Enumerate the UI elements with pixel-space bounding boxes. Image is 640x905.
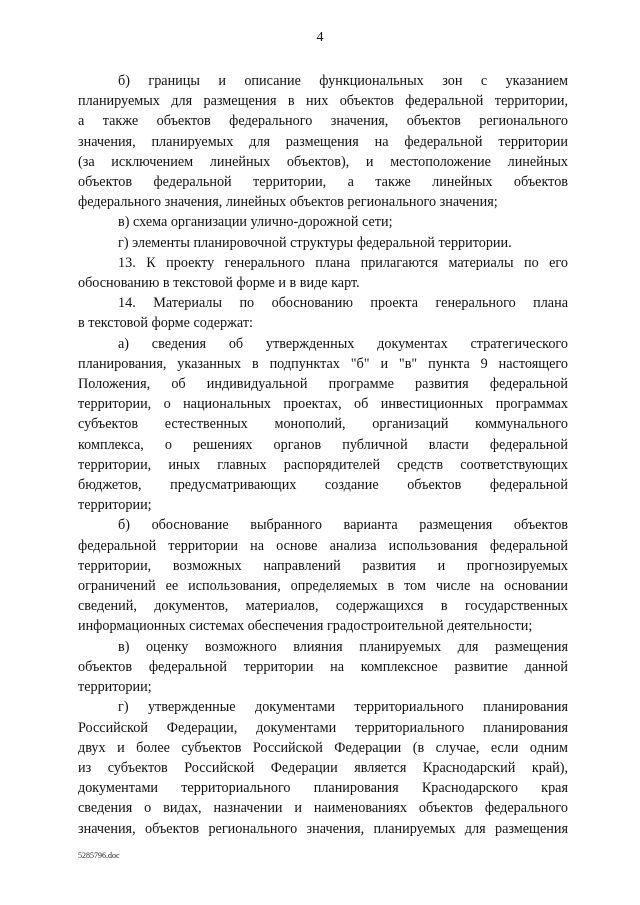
paragraph-line: бюджетов, предусматривающих создание объектов федеральной xyxy=(78,477,568,494)
paragraph-line: б) обоснование выбранного варианта размещения объектов xyxy=(118,517,568,534)
paragraph xyxy=(78,253,568,293)
paragraph-line: 13. К проекту генерального плана прилагаются материалы по его xyxy=(118,254,568,271)
paragraph-line: а) сведения об утвержденных документах стратегического xyxy=(118,335,568,352)
paragraph-line: комплекса, о решениях органов публичной власти федеральной xyxy=(78,436,568,453)
paragraph-line: федеральной территории на основе анализа использования федеральной xyxy=(78,537,568,554)
paragraph xyxy=(78,334,568,516)
paragraph xyxy=(78,697,568,838)
paragraph-line: территории, о национальных проектах, об инвестиционных программах xyxy=(78,396,568,413)
paragraph-line: территории, иных главных распорядителей средств соответствующих xyxy=(78,456,568,473)
paragraph-line: в) оценку возможного влияния планируемых для размещения xyxy=(118,638,568,655)
paragraph-line: документами территориального планирования Краснодарского края xyxy=(78,780,568,797)
paragraph-line: Российской Федерации, документами территориального планирования xyxy=(78,719,568,736)
page-number: 4 xyxy=(316,30,324,45)
paragraph-line: планируемых для размещения в них объектов федеральной территории, xyxy=(78,93,568,110)
paragraph-line: сведений, документов, материалов, содержащихся в государственных xyxy=(78,598,568,615)
paragraph-line: в) схема организации улично-дорожной сети; xyxy=(118,214,393,231)
paragraph-line: Положения, об индивидуальной программе развития федеральной xyxy=(78,376,568,393)
paragraph-line: а также объектов федерального значения, объектов регионального xyxy=(78,113,568,130)
paragraph xyxy=(78,293,568,333)
document-body xyxy=(78,71,568,839)
paragraph-line: сведения о видах, назначении и наименованиях объектов федерального xyxy=(78,800,568,817)
paragraph-line: планирования, указанных в подпунктах "б" и "в" пункта 9 настоящего xyxy=(78,355,568,372)
paragraph-line: федерального значения, линейных объектов регионального значения; xyxy=(78,194,498,211)
paragraph-line: г) элементы планировочной структуры федеральной территории. xyxy=(118,234,512,251)
paragraph-line: 14. Материалы по обоснованию проекта генерального плана xyxy=(118,295,568,312)
paragraph-line: значения, планируемых для размещения на федеральной территории xyxy=(78,133,568,150)
paragraph-line: (за исключением линейных объектов), и местоположение линейных xyxy=(78,153,568,170)
paragraph-line: объектов федеральной территории, а также линейных объектов xyxy=(78,174,568,191)
paragraph-line: б) границы и описание функциональных зон с указанием xyxy=(118,73,568,89)
paragraph-line: значения, объектов регионального значения, планируемых для размещения xyxy=(78,820,568,837)
paragraph-line: территории, возможных направлений развития и прогнозируемых xyxy=(78,557,568,574)
paragraph-line: обоснованию в текстовой форме и в виде карт. xyxy=(78,275,360,292)
paragraph xyxy=(78,637,568,698)
footer-filename: 5285796.doc xyxy=(78,851,120,860)
paragraph xyxy=(78,233,568,253)
paragraph-line: территории; xyxy=(78,679,152,696)
paragraph-line: из субъектов Российской Федерации является Краснодарский край), xyxy=(78,759,568,776)
paragraph-line: объектов федеральной территории на комплексное развитие данной xyxy=(78,658,568,675)
paragraph xyxy=(78,71,568,212)
paragraph xyxy=(78,515,568,636)
paragraph-line: ограничений ее использования, определяемых в том числе на основании xyxy=(78,578,568,595)
paragraph-line: в текстовой форме содержат: xyxy=(78,315,253,332)
paragraph-line: субъектов естественных монополий, организаций коммунального xyxy=(78,416,568,433)
paragraph-line: г) утвержденные документами территориального планирования xyxy=(118,699,568,716)
paragraph xyxy=(78,212,568,232)
paragraph-line: территории; xyxy=(78,497,152,514)
paragraph-line: информационных системах обеспечения градостроительной деятельности; xyxy=(78,618,533,635)
paragraph-line: двух и более субъектов Российской Федерации (в случае, если одним xyxy=(78,739,568,756)
